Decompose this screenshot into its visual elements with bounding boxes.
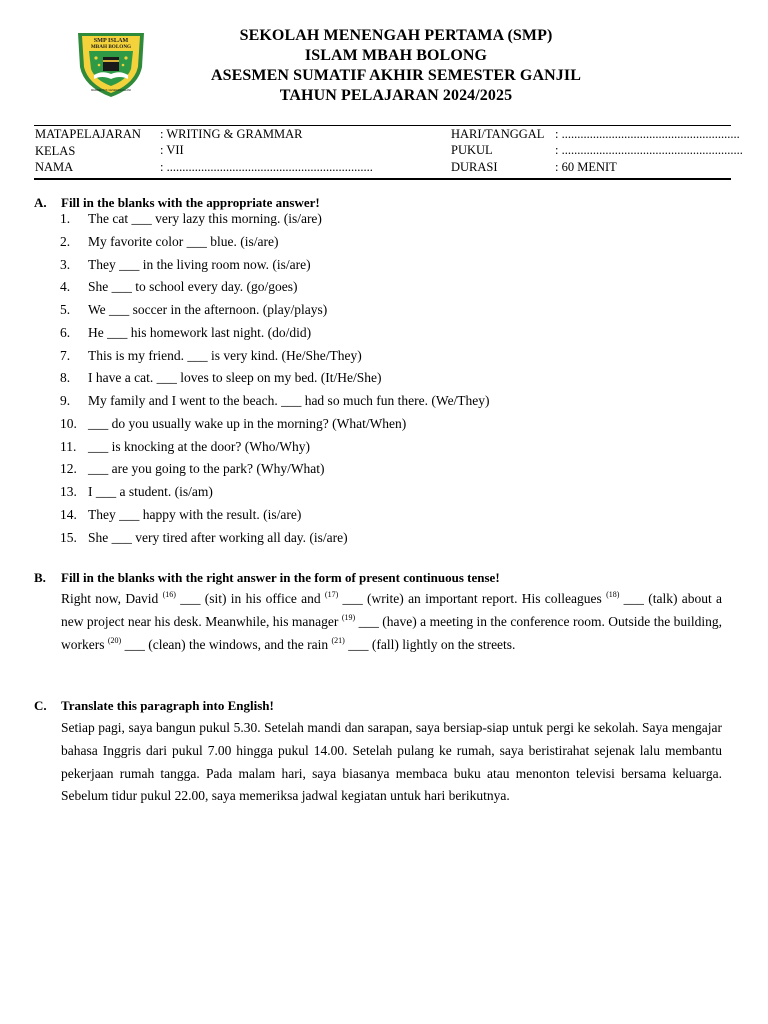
question-item — [60, 527, 740, 550]
date-field[interactable]: : ......................................................... — [555, 127, 740, 141]
para-b-text: ___ (talk) about a new project near his desk. Meanwhile, his manager — [61, 591, 722, 629]
question-item — [60, 299, 740, 322]
para-b-text: ___ (sit) in his office and — [175, 591, 325, 606]
question-text: He ___ his homework last night. (do/did) — [88, 324, 312, 340]
question-text: My favorite color ___ blue. (is/are) — [88, 233, 279, 249]
duration-label: DURASI — [451, 160, 498, 174]
question-number: 10. — [60, 415, 77, 431]
question-number: 13. — [60, 484, 77, 499]
question-text: This is my friend. ___ is very kind. (He/She/They) — [88, 347, 362, 363]
question-list — [60, 208, 740, 549]
section-c-letter: C. — [34, 698, 47, 713]
section-a-title: Fill in the blanks with the appropriate answer! — [61, 195, 320, 210]
question-text: They ___ happy with the result. (is/are) — [88, 506, 302, 522]
section-b-title: Fill in the blanks with the right answer in the form of present continuous tense! — [61, 570, 500, 585]
logo-text-mid: MBAH BOLONG — [90, 44, 132, 50]
question-number: 12. — [60, 461, 77, 477]
question-number: 1. — [60, 211, 71, 226]
info-bottom-divider — [34, 178, 731, 180]
section-a-letter: A. — [34, 195, 47, 210]
question-number: 2. — [60, 233, 71, 249]
question-number: 9. — [60, 393, 71, 408]
section-c-title: Translate this paragraph into English! — [61, 698, 274, 713]
question-number: 3. — [60, 256, 71, 272]
question-item — [60, 208, 740, 231]
class-value: : VII — [160, 143, 184, 157]
subject-label: MATAPELAJARAN — [35, 127, 141, 141]
time-label: PUKUL — [451, 143, 493, 157]
exam-header — [160, 26, 632, 106]
question-item — [60, 436, 740, 459]
para-b-text: ___ (clean) the windows, and the rain — [121, 636, 332, 652]
question-text: They ___ in the living room now. (is/are) — [88, 256, 311, 272]
question-item — [60, 413, 740, 436]
question-item — [60, 345, 740, 368]
question-text: ___ are you going to the park? (Why/What) — [88, 461, 325, 477]
section-b-heading — [34, 570, 500, 586]
question-number: 15. — [60, 529, 77, 545]
duration-value: : 60 MENIT — [555, 160, 617, 174]
school-emblem-icon — [72, 27, 150, 99]
question-text: We ___ soccer in the afternoon. (play/plays) — [88, 302, 328, 317]
blank-number-20: (20) — [107, 635, 122, 645]
school-logo — [72, 27, 150, 99]
question-item — [60, 458, 740, 481]
name-label: NAMA — [35, 160, 74, 174]
logo-text-bottom: MEMBENTUK GENERASI ISLAMI — [91, 89, 131, 92]
question-number: 4. — [60, 279, 71, 295]
para-b-text: ___ (fall) lightly on the streets. — [344, 636, 516, 652]
question-item — [60, 254, 740, 277]
question-text: I ___ a student. (is/am) — [88, 484, 213, 499]
para-b-text: Right now, David — [61, 591, 163, 606]
question-item — [60, 322, 740, 345]
question-item — [60, 481, 740, 504]
question-text: My family and I went to the beach. ___ had so much fun there. (We/They) — [88, 393, 490, 408]
header-school-type: SEKOLAH MENENGAH PERTAMA (SMP) — [239, 27, 553, 44]
section-c-heading — [34, 698, 274, 714]
header-academic-year: TAHUN PELAJARAN 2024/2025 — [279, 87, 513, 104]
blank-number-18: (18) — [606, 590, 620, 599]
question-text: ___ is knocking at the door? (Who/Why) — [88, 438, 310, 454]
header-school-name: ISLAM MBAH BOLONG — [304, 47, 488, 64]
question-item — [60, 276, 740, 299]
class-label: KELAS — [35, 144, 76, 158]
question-text: She ___ to school every day. (go/goes) — [88, 279, 298, 295]
name-field[interactable]: : .................................................................. — [160, 160, 373, 174]
section-c-paragraph: Setiap pagi, saya bangun pukul 5.30. Setelah mandi dan sarapan, saya bersiap-siap untuk pergi ke sekolah. Saya mengajar bahasa Inggris dari pukul 7.00 hingga pukul 14.00. Setelah pulang ke rumah, saya beristirahat sejenak lalu membantu pekerjaan rumah tangga. Pada malam hari, saya biasanya membaca buku atau menonton televisi bersama keluarga. Sebelum tidur pukul 22.00, saya memeriksa jadwal kegiatan untuk hari berikutnya. — [61, 720, 722, 804]
question-number: 11. — [60, 438, 77, 454]
question-number: 8. — [60, 370, 71, 386]
blank-number-17: (17) — [324, 590, 339, 599]
header-exam-name: ASESMEN SUMATIF AKHIR SEMESTER GANJIL — [211, 67, 581, 84]
blank-number-21: (21) — [331, 635, 345, 645]
question-text: The cat ___ very lazy this morning. (is/are) — [88, 211, 322, 226]
question-text: ___ do you usually wake up in the morning? (What/When) — [88, 415, 407, 431]
question-item — [60, 231, 740, 254]
question-item — [60, 367, 740, 390]
question-number: 7. — [60, 347, 71, 363]
question-text: She ___ very tired after working all day. (is/are) — [88, 529, 348, 545]
section-b-letter: B. — [34, 570, 46, 585]
subject-value: : WRITING & GRAMMAR — [160, 127, 303, 141]
question-number: 5. — [60, 302, 71, 317]
question-text: I have a cat. ___ loves to sleep on my bed. (It/He/She) — [88, 370, 382, 386]
question-number: 14. — [60, 506, 77, 522]
question-item — [60, 390, 740, 413]
date-label: HARI/TANGGAL — [451, 127, 545, 141]
blank-number-19: (19) — [341, 612, 356, 622]
info-top-divider — [34, 125, 731, 126]
logo-text-top: SMP ISLAM — [93, 37, 129, 44]
question-number: 6. — [60, 324, 71, 340]
para-b-text: ___ (have) a meeting in the conference room. Outside the building, workers — [61, 613, 722, 652]
section-b-paragraph — [61, 588, 722, 656]
question-item — [60, 504, 740, 527]
para-b-text: ___ (write) an important report. His colleagues — [338, 591, 607, 606]
blank-number-16: (16) — [162, 590, 176, 599]
time-field[interactable]: : .......................................................... — [555, 143, 743, 157]
